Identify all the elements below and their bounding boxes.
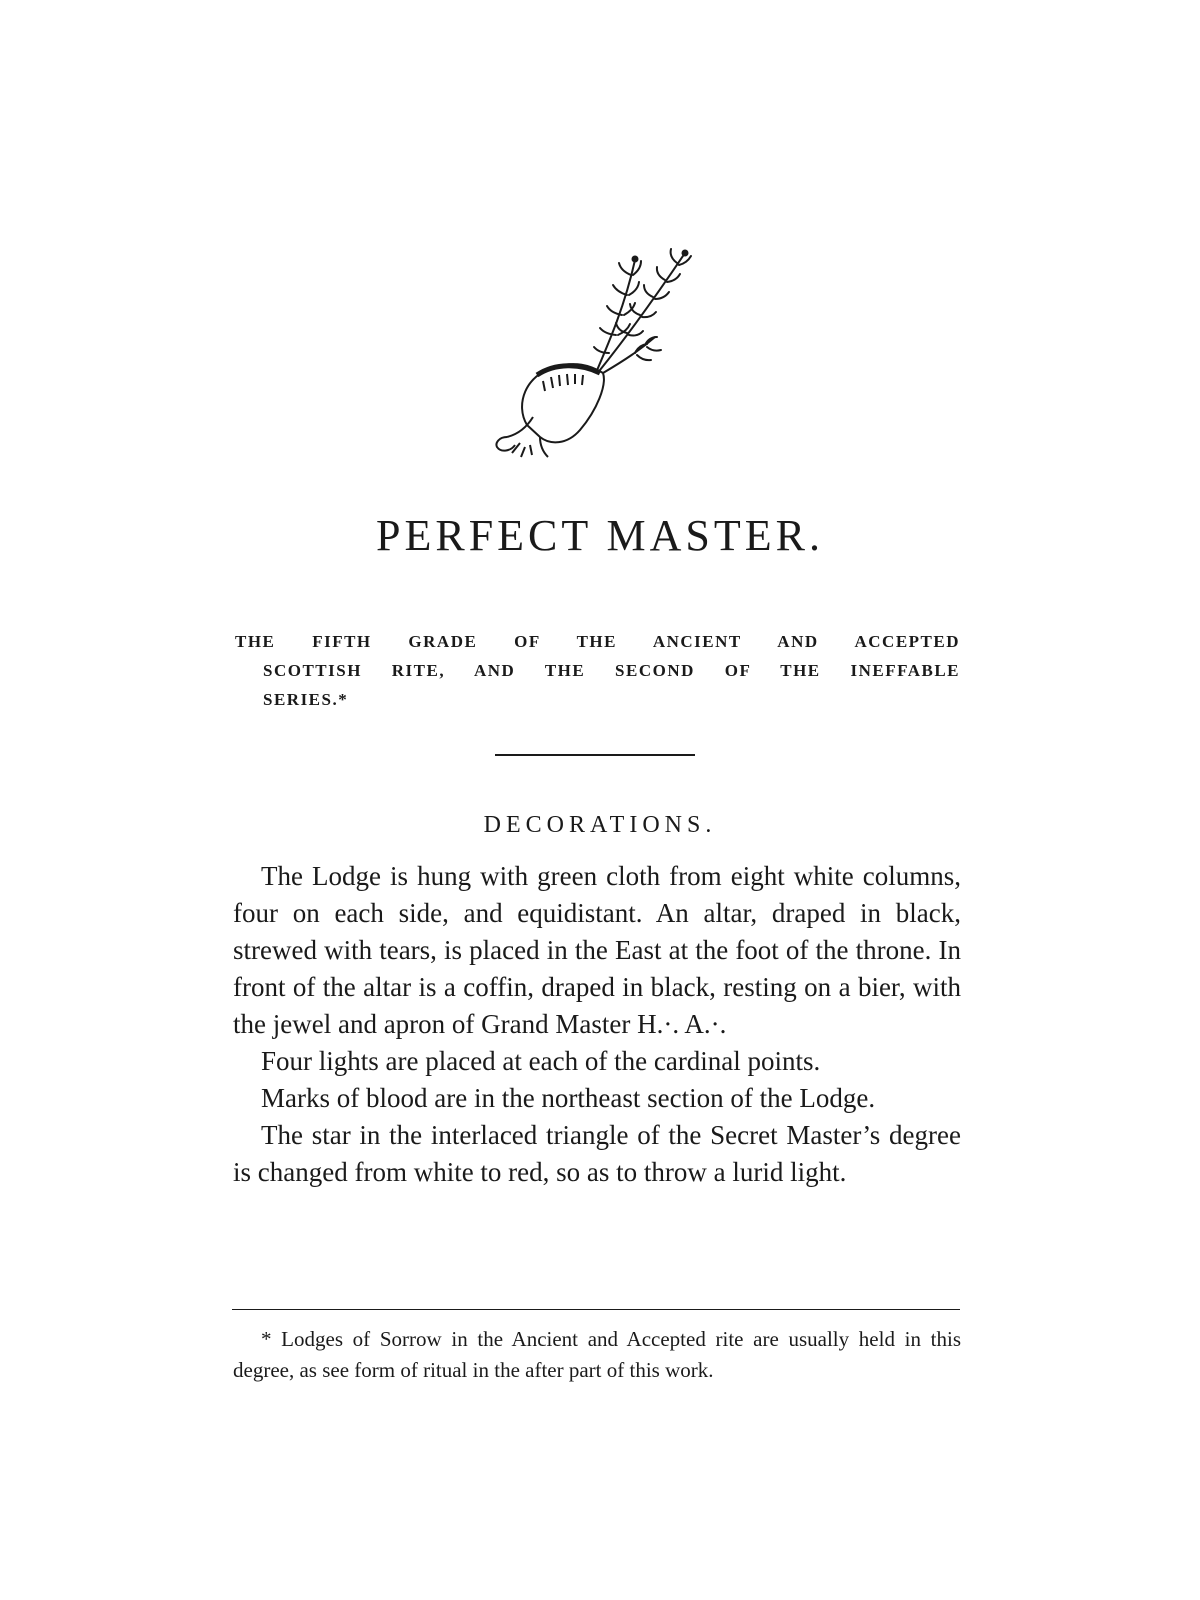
footnote-rule — [232, 1309, 960, 1310]
section-heading: DECORATIONS. — [483, 812, 717, 838]
body-text — [233, 858, 961, 1191]
acacia-sprig-in-hand-icon — [485, 245, 725, 475]
paragraph: Marks of blood are in the northeast section of the Lodge. — [261, 1083, 876, 1113]
footnote: * Lodges of Sorrow in the Ancient and Accepted rite are usually held in this degree, as see form of ritual in the after part of this work. — [233, 1327, 961, 1382]
paragraph: Four lights are placed at each of the cardinal points. — [261, 1046, 821, 1076]
grade-subtitle — [235, 627, 960, 714]
page-title: PERFECT MASTER. — [376, 511, 824, 560]
subtitle-line: THE FIFTH GRADE OF THE ANCIENT AND ACCEPTED — [235, 632, 960, 651]
section-divider — [495, 754, 695, 756]
paragraph: The Lodge is hung with green cloth from eight white columns, four on each side, and equidistant. An altar, draped in black, strewed with tears, is placed in the East at the foot of the throne. In front of the altar is a coffin, draped in black, resting on a bier, with the jewel and apron of Grand Master H.·. A.·. — [233, 861, 961, 1039]
paragraph: The star in the interlaced triangle of the Secret Master’s degree is changed from white to red, so as to throw a lurid light. — [233, 1120, 961, 1187]
subtitle-line: SCOTTISH RITE, AND THE SECOND OF THE INEFFABLE — [263, 661, 960, 680]
subtitle-line: SERIES.* — [263, 690, 349, 709]
